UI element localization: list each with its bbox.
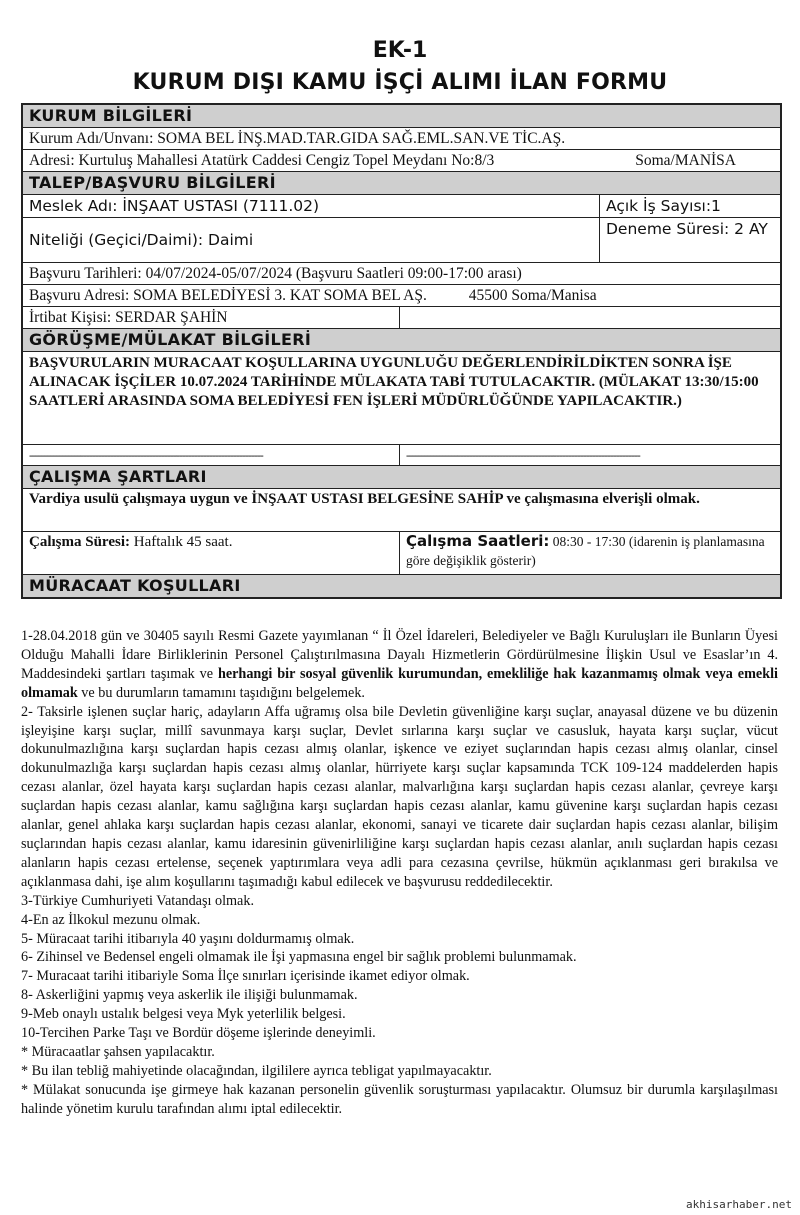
kosul-4: 4-En az İlkokul mezunu olmak. [21, 911, 201, 928]
kurum-header: KURUM BİLGİLERİ [23, 105, 780, 128]
calisma-saatleri-value: 08:30 - 17:30 (idarenin iş planlamasına göre değişiklik gösterir) [406, 534, 765, 568]
mulakat-notice: BAŞVURULARIN MURACAAT KOŞULLARINA UYGUNLUĞU DEĞERLENDİRİLDİKTEN SONRA İŞE ALINACAK İŞÇİLER 10.07.2024 TARİHİNDE MÜLAKATA TABİ TUTULACAKTIR. (MÜLAKAT 13:30/15:00 SAATLERİ ARASINDA SOMA BELEDİYESİ FEN İŞLERİ MÜDÜRLÜĞÜNDE YAPILACAKTIR.) [23, 352, 780, 445]
annex-label: EK-1 [372, 38, 428, 63]
kosul-7: 7- Muracaat tarihi itibariyle Soma İlçe sınırları içerisinde ikamet ediyor olmak. [21, 968, 470, 985]
irtibat-row [23, 307, 780, 329]
kurum-adi: Kurum Adı/Unvanı: SOMA BEL İNŞ.MAD.TAR.GIDA SAĞ.EML.SAN.VE TİC.AŞ. [23, 128, 780, 150]
kurum-adres: Adresi: Kurtuluş Mahallesi Atatürk Caddesi Cengiz Topel Meydanı No:8/3 [29, 152, 495, 169]
dash-row [23, 445, 780, 466]
basvuru-adres-row [23, 285, 780, 307]
basvuru-tarihleri: Başvuru Tarihleri: 04/07/2024-05/07/2024 (Başvuru Saatleri 09:00-17:00 arası) [23, 263, 780, 285]
kosul-2: 2- Taksirle işlenen suçlar hariç, adayların Affa uğramış olsa bile Devletin güvenliğine karşı suçlar, anayasal düzene ve bu düzenin işleyişine karşı suçlar, millî savunmaya karşı suçlar, Devlet sırlarına karşı suçlar ve casusluk, hayata karşı suçlar, vücut dokunulmazlığına karşı suçlardan hapis cezası almış olanlar, işkence ve eziyet suçlarından hapis cezası almış olanlar, cinsel dokunulmazlığa karşı suçlardan hapis cezası almış olanlar, hürriyete karşı suçlar kapsamında TCK 109-124 maddelerden hapis cezası alanlar, özel hayata karşı suçlardan hapis cezası alanlar, malvarlığına karşı suçlardan hapis cezası alanlar, çevreye karşı suçlardan hapis cezası alanlar, kamu sağlığına karşı suçlardan hapis cezası alanlar, kamu güvenine karşı suçlardan hapis cezası alanlar, genel ahlaka karşı suçlardan hapis cezası alanlar, ekonomi, sanayi ve ticarete dair suçlardan hapis cezası alanlar, bilişim suçlarından hapis cezası alanlar, kamu idaresinin güvenirliliğine karşı suçlardan hapis cezası alanlar, anılı suçlardan hapis cezası alanların hapis cezası ertelense, seçenek yaptırımlara veya adli para cezasına çevrilse, hükmün açıklanması geri bırakılsa ve açıklanmasa dahi, işe alım koşullarını taşımadığı kabul edilecek ve başvurusu reddedilecektir. [21, 703, 778, 890]
form-table [21, 103, 782, 599]
meslek-row [23, 195, 780, 218]
kosul-6: 6- Zihinsel ve Bedensel engeli olmamak ile İşi yapmasına engel bir sağlık problemi bulunmamak. [21, 949, 577, 966]
irtibat-kisisi: İrtibat Kişisi: SERDAR ŞAHİN [23, 307, 400, 328]
kurum-adres-row [23, 150, 780, 172]
muracaat-header: MÜRACAAT KOŞULLARI [23, 575, 780, 599]
kurum-adres-ilce: Soma/MANİSA [635, 152, 736, 169]
not-1: * Müracaatlar şahsen yapılacaktır. [21, 1043, 215, 1060]
not-3: * Mülakat sonucunda işe girmeye hak kazanan personelin güvenlik soruşturması yapılacaktır. Olumsuz bir durumla karşılaşılması halinde yönetim kurulu tarafından alımı iptal edilecektir. [21, 1081, 778, 1117]
kosul-1-bold: herhangi bir sosyal güvenlik kurumundan, emekliliğe hak kazanmamış olmak veya emekli olmamak [21, 665, 778, 701]
muracaat-kosullari [21, 627, 778, 1119]
kosul-1-end: ve bu durumların tamamını taşıdığını belgelemek. [77, 684, 365, 701]
calisma-sure-row [23, 532, 780, 575]
dash-right: ------------------------------------------------------------------------------ [406, 448, 640, 462]
kosul-1-text: 1-28.04.2018 gün ve 30405 sayılı Resmi Gazete yayımlanan “ İl Özel İdareleri, Belediyeler ve Bağlı Kuruluşları ile Bunların Üyesi Olduğu Mahalli İdare Birliklerinin Personel Çalıştırılmasına Dayalı Hizmetlerin Gördürülmesine İlişkin Usul ve Esaslar’ın 4. Maddesindeki şartları taşımak ve [21, 628, 778, 682]
kosul-10: 10-Tercihen Parke Taşı ve Bordür döşeme işlerinde deneyimli. [21, 1025, 376, 1042]
calisma-header: ÇALIŞMA ŞARTLARI [23, 466, 780, 489]
basvuru-posta: 45500 Soma/Manisa [468, 287, 597, 304]
kosul-8: 8- Askerliğini yapmış veya askerlik ile ilişiği bulunmamak. [21, 987, 358, 1004]
calisma-suresi [23, 532, 400, 574]
acik-is-sayisi: Açık İş Sayısı:1 [606, 197, 721, 215]
irtibat-empty [400, 307, 776, 328]
calisma-saatleri [400, 532, 776, 574]
basvuru-adresi: Başvuru Adresi: SOMA BELEDİYESİ 3. KAT SOMA BEL AŞ. [29, 287, 427, 304]
nitelik-row [23, 218, 780, 263]
talep-header: TALEP/BAŞVURU BİLGİLERİ [23, 172, 780, 195]
calisma-saatleri-label: Çalışma Saatleri: [406, 532, 550, 550]
not-2: * Bu ilan tebliğ mahiyetinde olacağından, ilgililere ayrıca tebligat yapılmayacaktır. [21, 1062, 492, 1079]
calisma-suresi-value: Haftalık 45 saat. [133, 534, 233, 550]
kosul-9: 9-Meb onaylı ustalık belgesi veya Myk yeterlilik belgesi. [21, 1006, 346, 1023]
form-title: KURUM DIŞI KAMU İŞÇİ ALIMI İLAN FORMU [132, 70, 668, 95]
calisma-text: Vardiya usulü çalışmaya uygun ve İNŞAAT USTASI BELGESİNE SAHİP ve çalışmasına elverişli olmak. [23, 489, 780, 532]
dash-left: ------------------------------------------------------------------------------ [23, 445, 400, 465]
kosul-5: 5- Müracaat tarihi itibarıyla 40 yaşını doldurmamış olmak. [21, 930, 355, 947]
kosul-3: 3-Türkiye Cumhuriyeti Vatandaşı olmak. [21, 892, 254, 909]
kosul-1 [21, 627, 778, 703]
niteligi: Niteliği (Geçici/Daimi): Daimi [23, 218, 600, 262]
calisma-suresi-label: Çalışma Süresi: [29, 534, 130, 550]
gorusme-header: GÖRÜŞME/MÜLAKAT BİLGİLERİ [23, 329, 780, 352]
deneme-suresi: Deneme Süresi: 2 AY [606, 220, 768, 238]
source-watermark: akhisarhaber.net [686, 1198, 792, 1211]
meslek-adi: Meslek Adı: İNŞAAT USTASI (7111.02) [23, 195, 600, 217]
